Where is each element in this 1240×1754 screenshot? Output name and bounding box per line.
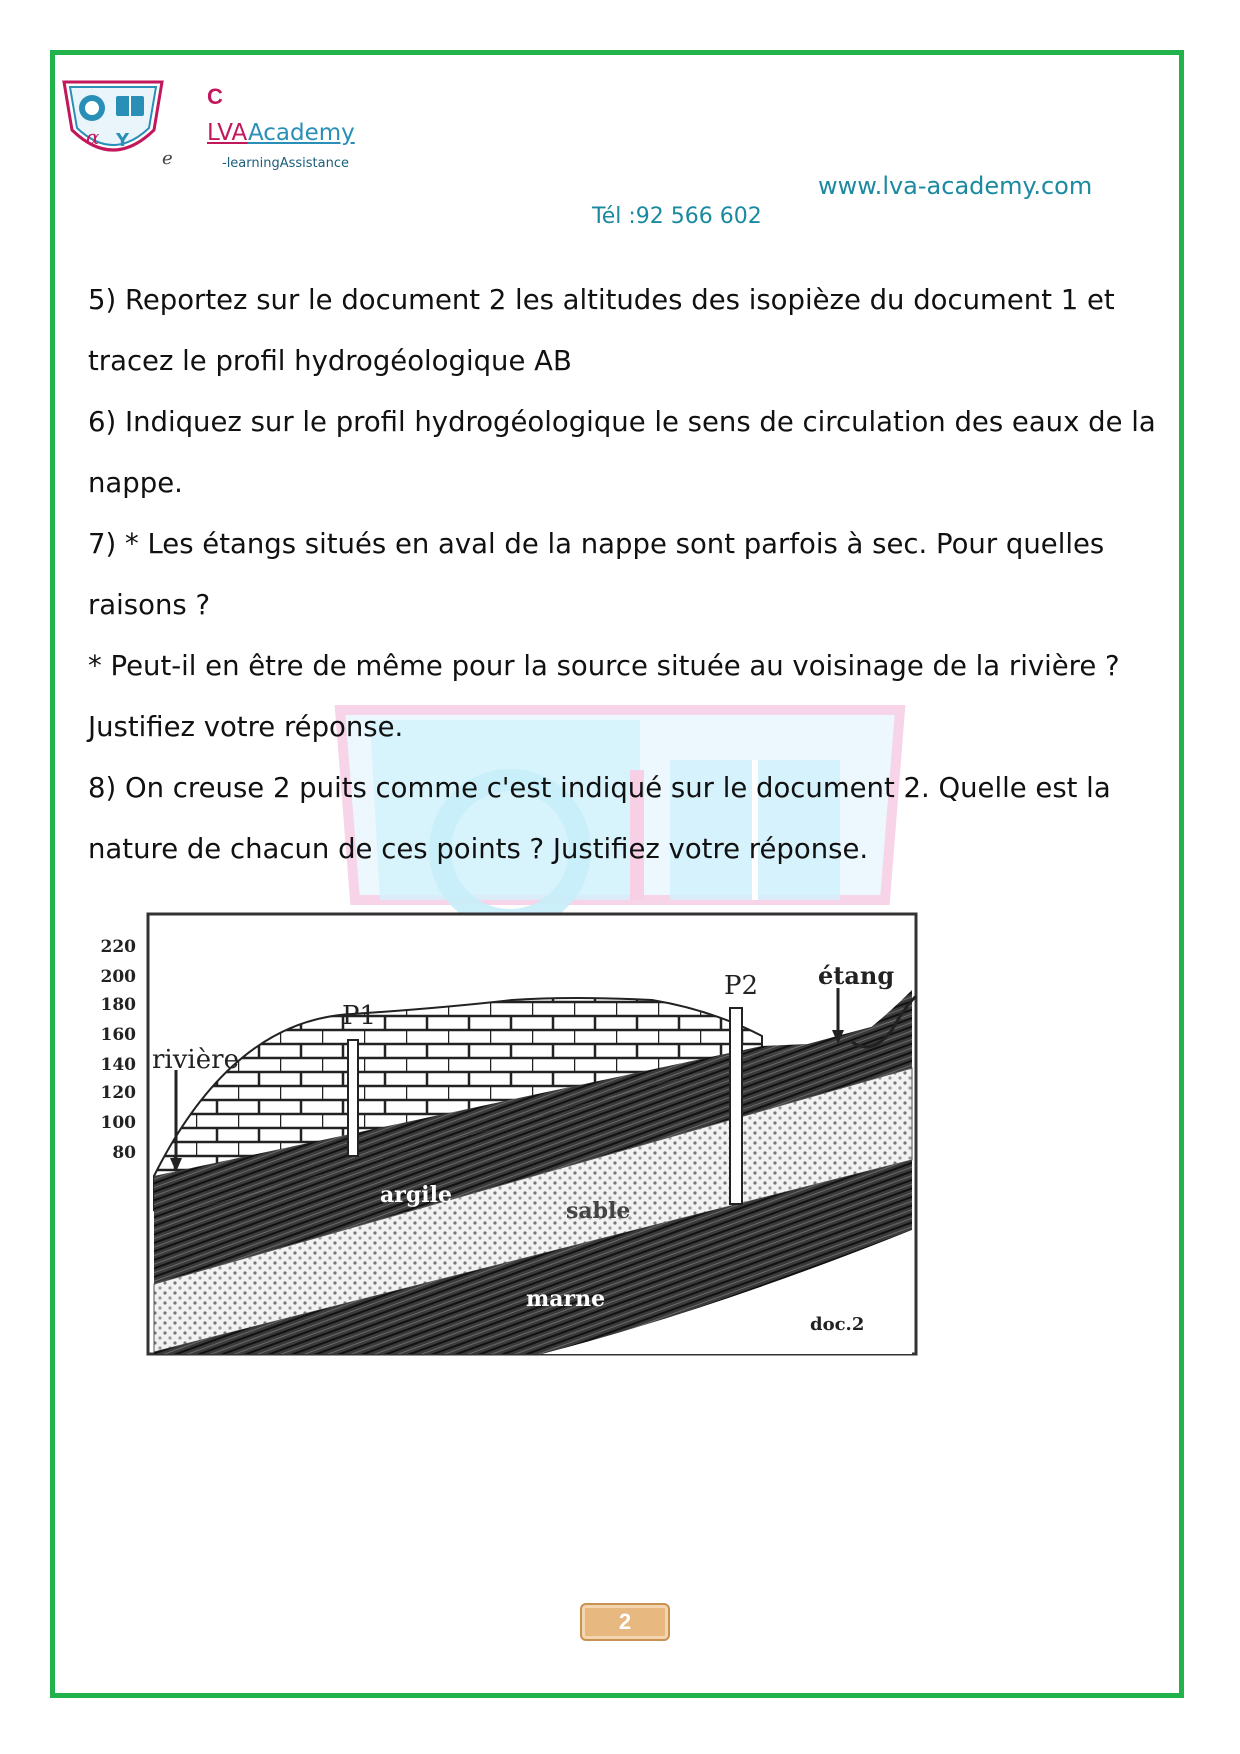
y-tick: 220 bbox=[100, 937, 136, 957]
brand-name bbox=[207, 120, 355, 146]
phone-number: Tél :92 566 602 bbox=[592, 204, 762, 229]
y-tick: 100 bbox=[100, 1113, 136, 1133]
question-line: 7) * Les étangs situés en aval de la nappe sont parfois à sec. Pour quelles bbox=[88, 528, 1105, 560]
label-sable: sable bbox=[566, 1198, 631, 1224]
question-list bbox=[88, 270, 1156, 880]
brand-lva: LVA bbox=[207, 120, 248, 146]
y-tick: 80 bbox=[112, 1143, 136, 1163]
y-tick: 200 bbox=[100, 967, 136, 987]
question-line: * Peut-il en être de même pour la source située au voisinage de la rivière ? bbox=[88, 650, 1120, 682]
question-line: Justifiez votre réponse. bbox=[88, 711, 404, 743]
question-line: tracez le profil hydrogéologique AB bbox=[88, 345, 572, 377]
academy-logo bbox=[58, 78, 168, 168]
y-tick: 180 bbox=[100, 995, 136, 1015]
svg-text:α: α bbox=[86, 125, 100, 149]
svg-text:Y: Y bbox=[116, 130, 130, 151]
label-p2: P2 bbox=[724, 971, 759, 1001]
question-line: raisons ? bbox=[88, 589, 211, 621]
question-line: nature de chacun de ces points ? Justifiez votre réponse. bbox=[88, 833, 869, 865]
page-number-badge: 2 bbox=[580, 1603, 670, 1641]
website-link[interactable]: www.lva-academy.com bbox=[818, 172, 1093, 200]
geological-cross-section bbox=[100, 890, 1030, 1410]
y-tick: 160 bbox=[100, 1025, 136, 1045]
brand-e: e bbox=[162, 148, 173, 169]
y-tick: 140 bbox=[100, 1055, 136, 1075]
brand-academy: Academy bbox=[247, 120, 355, 146]
label-argile: argile bbox=[380, 1182, 452, 1208]
question-line: 8) On creuse 2 puits comme c'est indiqué sur le document 2. Quelle est la bbox=[88, 772, 1111, 804]
label-riviere: rivière bbox=[152, 1045, 239, 1075]
label-p1: P1 bbox=[342, 1001, 377, 1031]
label-doc: doc.2 bbox=[810, 1314, 865, 1335]
question-line: 6) Indiquez sur le profil hydrogéologique le sens de circulation des eaux de la bbox=[88, 406, 1156, 438]
label-etang: étang bbox=[818, 961, 895, 990]
brand-tagline: -learningAssistance bbox=[222, 156, 349, 171]
question-line: 5) Reportez sur le document 2 les altitudes des isopièze du document 1 et bbox=[88, 284, 1115, 316]
question-line: nappe. bbox=[88, 467, 183, 499]
label-marne: marne bbox=[526, 1286, 606, 1312]
brand-letter: C bbox=[207, 84, 223, 109]
y-tick: 120 bbox=[100, 1083, 136, 1103]
